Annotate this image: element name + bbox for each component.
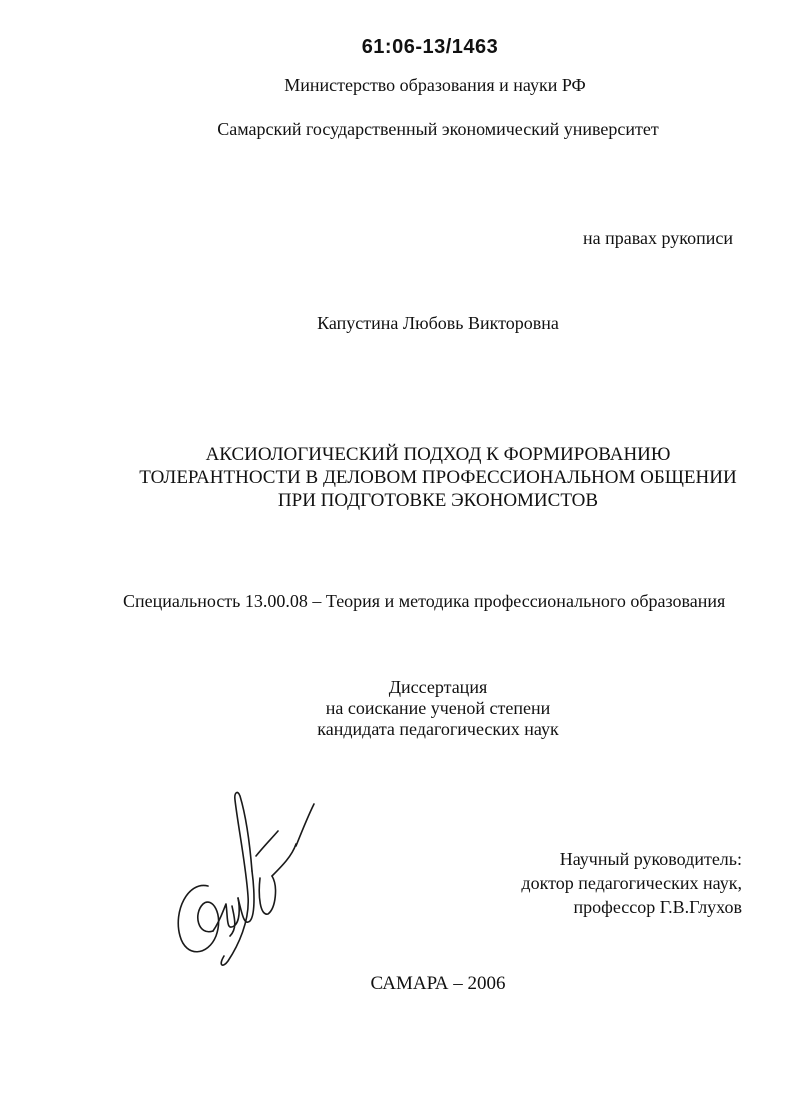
catalog-number: 61:06-13/1463	[361, 36, 499, 58]
supervisor-line: профессор Г.В.Глухов	[573, 897, 742, 917]
author-name: Капустина Любовь Викторовна	[317, 313, 559, 333]
title-line: ПРИ ПОДГОТОВКЕ ЭКОНОМИСТОВ	[277, 490, 599, 511]
degree-line: Диссертация	[388, 677, 488, 697]
place-year: САМАРА – 2006	[370, 973, 506, 994]
dissertation-title	[0, 443, 800, 512]
title-line: АКСИОЛОГИЧЕСКИЙ ПОДХОД К ФОРМИРОВАНИЮ	[205, 444, 671, 465]
supervisor-line: доктор педагогических наук,	[521, 873, 742, 893]
specialty-line: Специальность 13.00.08 – Теория и методика профессионального образования	[123, 591, 726, 611]
degree-block	[0, 677, 800, 740]
handwritten-signature	[168, 786, 318, 976]
supervisor-line: Научный руководитель:	[559, 849, 742, 869]
degree-line: на соискание ученой степени	[325, 698, 551, 718]
degree-line: кандидата педагогических наук	[317, 719, 559, 739]
title-line: ТОЛЕРАНТНОСТИ В ДЕЛОВОМ ПРОФЕССИОНАЛЬНОМ ОБЩЕНИИ	[139, 467, 737, 488]
university-name: Самарский государственный экономический университет	[217, 119, 659, 139]
ministry-name: Министерство образования и науки РФ	[284, 75, 586, 95]
supervisor-block	[521, 847, 742, 919]
manuscript-note: на правах рукописи	[583, 228, 733, 248]
